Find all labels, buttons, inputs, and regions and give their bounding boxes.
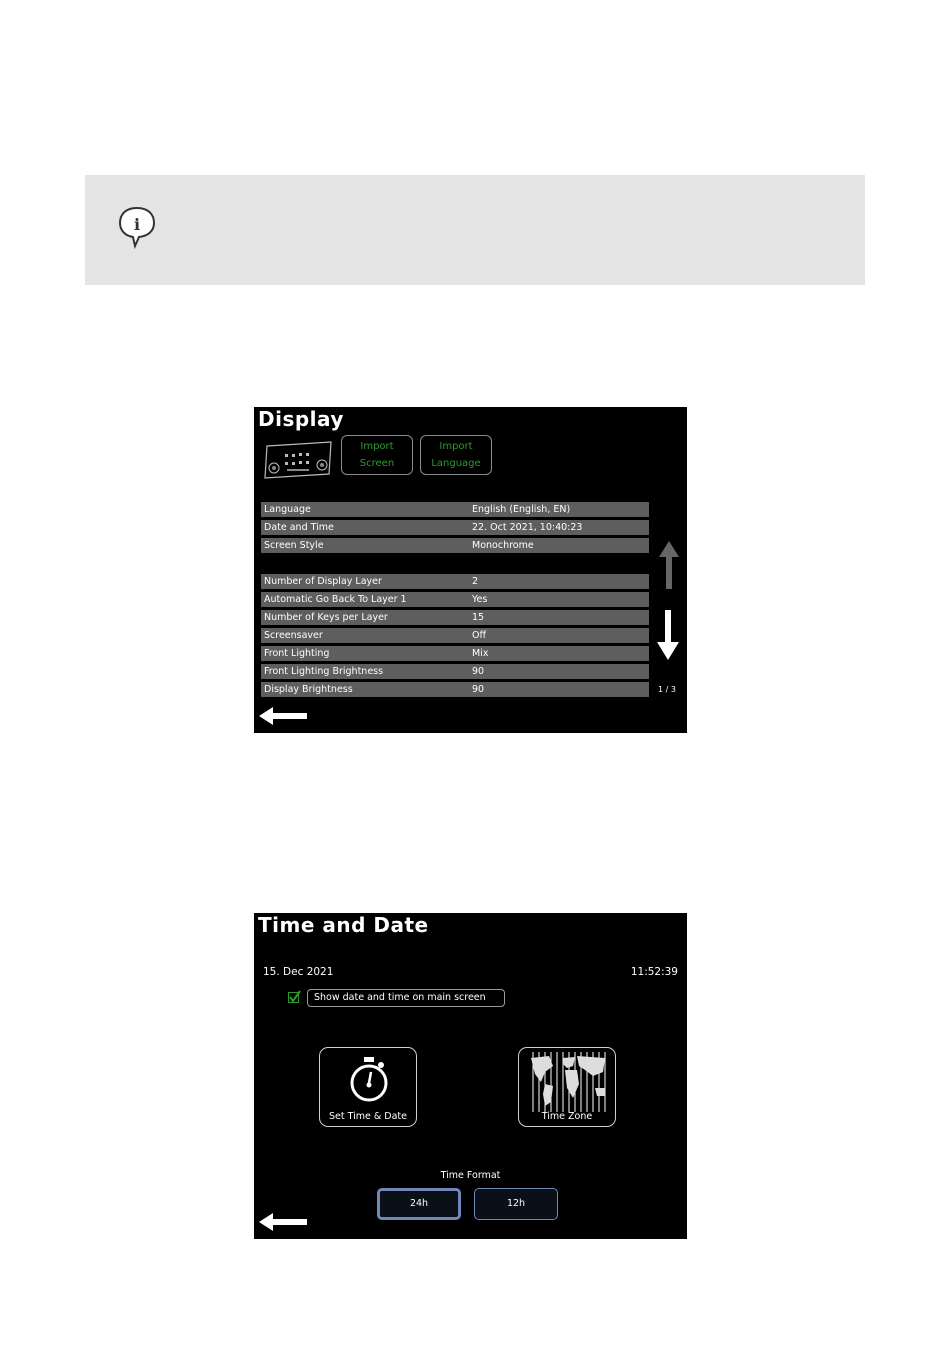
import-language-button[interactable] [420, 435, 492, 475]
settings-list [261, 502, 649, 700]
setting-value: 90 [472, 684, 485, 695]
set-time-date-button[interactable] [319, 1047, 417, 1127]
format-24h-button[interactable]: 24h [377, 1188, 461, 1220]
display-settings-screen [254, 407, 687, 733]
page-indicator: 1 / 3 [658, 685, 676, 694]
setting-row-display-brightness[interactable] [261, 682, 649, 697]
setting-row-display-layers[interactable] [261, 574, 649, 589]
keypad-device-icon [261, 440, 335, 480]
set-time-date-label: Set Time & Date [328, 1111, 408, 1122]
setting-label: Front Lighting [264, 648, 330, 659]
back-arrow-icon[interactable] [259, 707, 307, 725]
import-screen-button[interactable] [341, 435, 413, 475]
arrow-up-icon[interactable] [658, 541, 680, 589]
info-note-box [85, 175, 865, 285]
show-datetime-checkbox[interactable] [288, 992, 299, 1003]
checkmark-icon [288, 990, 302, 1004]
format-12h-button[interactable]: 12h [474, 1188, 558, 1220]
setting-value: 90 [472, 666, 485, 677]
setting-label: Screensaver [264, 630, 323, 641]
svg-text:i: i [133, 215, 141, 234]
back-arrow-icon[interactable] [259, 1213, 307, 1231]
row-spacer [261, 556, 649, 571]
arrow-down-icon[interactable] [656, 610, 680, 660]
setting-label: Number of Keys per Layer [264, 612, 388, 623]
setting-value: Mix [472, 648, 489, 659]
time-and-date-screen [254, 913, 687, 1239]
setting-row-auto-go-back[interactable] [261, 592, 649, 607]
setting-row-screen-style[interactable] [261, 538, 649, 553]
setting-label: Display Brightness [264, 684, 353, 695]
screen-title: Time and Date [258, 913, 429, 937]
setting-row-front-lighting[interactable] [261, 646, 649, 661]
setting-row-language[interactable] [261, 502, 649, 517]
setting-value: English (English, EN) [472, 504, 571, 515]
time-zone-button[interactable] [518, 1047, 616, 1127]
setting-value: Off [472, 630, 487, 641]
screen-title: Display [258, 407, 344, 431]
import-screen-label-2: Screen [359, 458, 395, 469]
setting-row-screensaver[interactable] [261, 628, 649, 643]
setting-label: Date and Time [264, 522, 334, 533]
import-language-label-1: Import [439, 441, 473, 452]
setting-row-keys-per-layer[interactable] [261, 610, 649, 625]
current-time: 11:52:39 [630, 966, 678, 978]
show-datetime-label[interactable]: Show date and time on main screen [307, 989, 505, 1007]
setting-label: Screen Style [264, 540, 324, 551]
time-zone-label: Time Zone [541, 1111, 593, 1122]
import-language-label-2: Language [431, 458, 481, 469]
setting-value: 2 [472, 576, 479, 587]
setting-label: Automatic Go Back To Layer 1 [264, 594, 407, 605]
setting-label: Number of Display Layer [264, 576, 382, 587]
setting-row-front-lighting-brightness[interactable] [261, 664, 649, 679]
setting-row-date-and-time[interactable] [261, 520, 649, 535]
setting-label: Language [264, 504, 311, 515]
setting-value: Yes [472, 594, 488, 605]
time-format-label: Time Format [440, 1170, 501, 1181]
setting-value: 22. Oct 2021, 10:40:23 [472, 522, 583, 533]
setting-value: 15 [472, 612, 485, 623]
import-screen-label-1: Import [360, 441, 394, 452]
setting-label: Front Lighting Brightness [264, 666, 384, 677]
info-speech-bubble-icon [117, 205, 157, 249]
current-date: 15. Dec 2021 [263, 966, 334, 978]
setting-value: Monochrome [472, 540, 534, 551]
